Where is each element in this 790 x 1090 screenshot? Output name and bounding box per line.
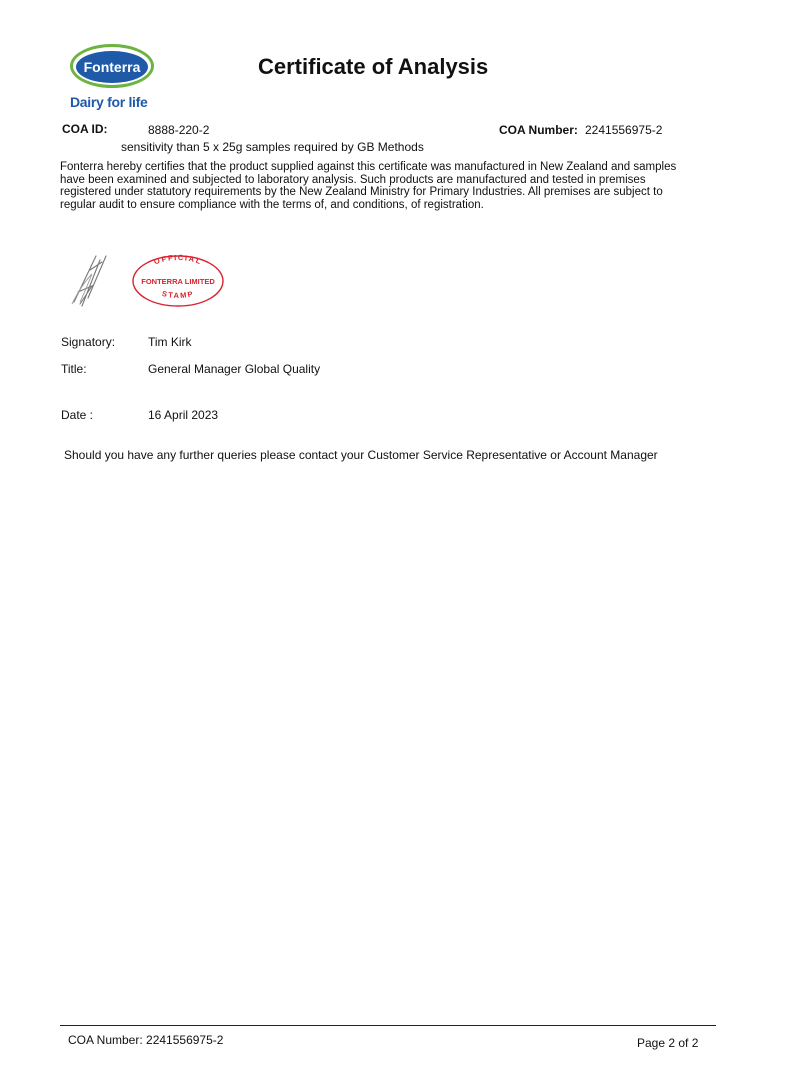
official-stamp (130, 252, 226, 308)
date-label: Date : (61, 408, 94, 422)
logo-tagline: Dairy for life (70, 94, 148, 110)
coa-number-label: COA Number: (499, 123, 578, 137)
date-value: 16 April 2023 (148, 408, 219, 422)
footer-page-number: Page 2 of 2 (637, 1036, 699, 1050)
certification-text (60, 161, 740, 211)
contact-note: Should you have any further queries please contact your Customer Service Representative or Account Manager (64, 448, 658, 462)
svg-text:OFFICIAL: OFFICIAL (152, 252, 204, 267)
coa-id-label: COA ID: (62, 122, 108, 136)
footer-divider (60, 1025, 716, 1026)
svg-text:FONTERRA LIMITED: FONTERRA LIMITED (141, 277, 215, 286)
title-value: General Manager Global Quality (148, 362, 321, 376)
footer-coa-number: COA Number: 2241556975-2 (68, 1033, 224, 1047)
signatory-value: Tim Kirk (148, 335, 192, 349)
coa-id-value: 8888-220-2 (148, 123, 210, 137)
coa-note: sensitivity than 5 x 25g samples required by GB Methods (121, 140, 424, 154)
svg-text:Fonterra: Fonterra (83, 59, 141, 75)
svg-text:STAMP: STAMP (161, 288, 195, 300)
signatory-label: Signatory: (61, 335, 116, 349)
title-label: Title: (61, 362, 87, 376)
coa-number-value: 2241556975-2 (585, 123, 663, 137)
certification-line: regular audit to ensure compliance with the terms of, and conditions, of registration. (60, 198, 484, 211)
certification-line: Fonterra hereby certifies that the product supplied against this certificate was manufactured in New Zealand and samples (60, 161, 677, 173)
page-title: Certificate of Analysis (258, 54, 489, 79)
certification-line: registered under statutory requirements by the New Zealand Ministry for Primary Industries. All premises are subject to (60, 186, 663, 198)
certification-line: have been examined and subjected to laboratory analysis. Such products are manufactured and tested in premises (60, 173, 646, 186)
signature-image (62, 252, 124, 312)
